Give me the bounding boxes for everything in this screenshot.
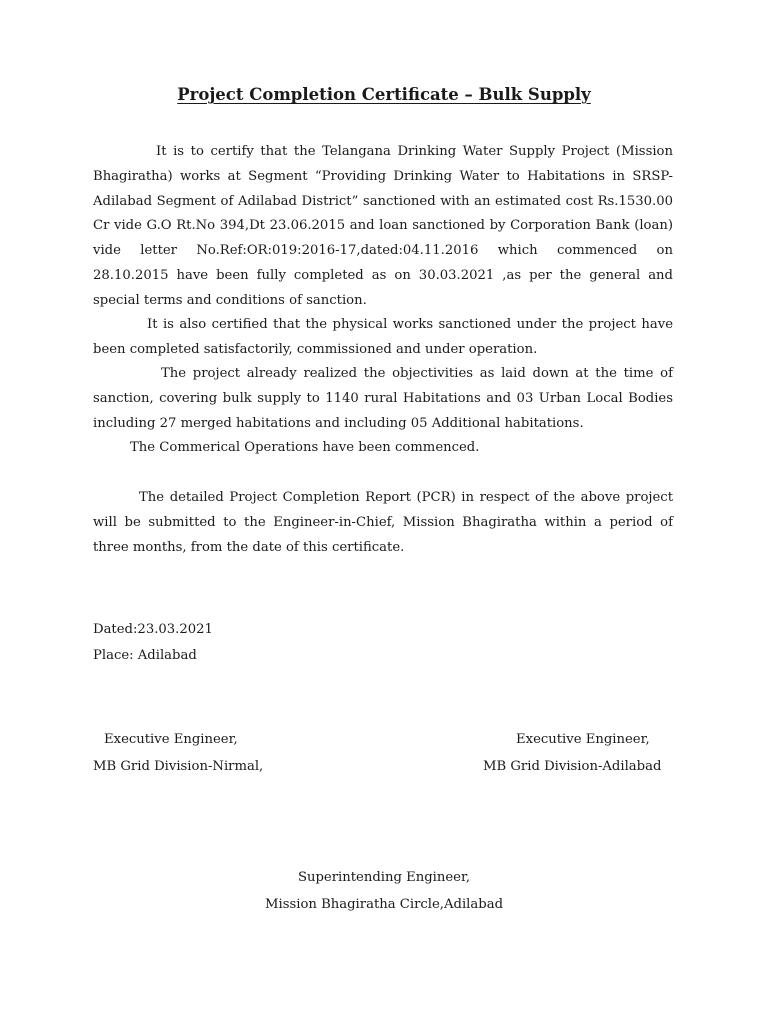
signatory-left-designation: Executive Engineer, xyxy=(104,732,238,747)
dated-line: Dated:23.03.2021 xyxy=(93,622,213,637)
paragraph-physical-works: It is also certified that the physical works sanctioned under the project have been completed satisfactorily, commissioned and under operation. xyxy=(93,317,673,357)
paragraph-operations: The Commerical Operations have been commenced. xyxy=(130,440,480,455)
paragraph-pcr: The detailed Project Completion Report (PCR) in respect of the above project will be submitted to the Engineer-in-Chief, Mission Bhagiratha within a period of three months, from the date of this certificate. xyxy=(93,490,673,555)
signatory-center-office: Mission Bhagiratha Circle,Adilabad xyxy=(264,897,504,912)
signatory-right-designation: Executive Engineer, xyxy=(516,732,650,747)
signatory-center-designation: Superintending Engineer, xyxy=(297,870,471,885)
place-line: Place: Adilabad xyxy=(93,648,197,663)
signatory-left-office: MB Grid Division-Nirmal, xyxy=(93,759,264,774)
signatory-right-office: MB Grid Division-Adilabad xyxy=(483,759,662,774)
paragraph-certification: It is to certify that the Telangana Drinking Water Supply Project (Mission Bhagiratha) works at Segment “Providing Drinking Water to Habitations in SRSP-Adilabad Segment of Adilabad District” sanctioned with an estimated cost Rs.1530.00 Cr vide G.O Rt.No 394,Dt 23.06.2015 and loan sanctioned by Corporation Bank (loan) vide letter No.Ref:OR:019:2016-17,dated:04.11.2016 which commenced on 28.10.2015 have been fully completed as on 30.03.2021 ,as per the general and special terms and conditions of sanction. xyxy=(93,144,673,308)
paragraph-objectives: The project already realized the objectivities as laid down at the time of sanction, covering bulk supply to 1140 rural Habitations and 03 Urban Local Bodies including 27 merged habitations and including 05 Additional habitations. xyxy=(93,366,673,431)
page-title: Project Completion Certificate – Bulk Supply xyxy=(177,85,591,104)
